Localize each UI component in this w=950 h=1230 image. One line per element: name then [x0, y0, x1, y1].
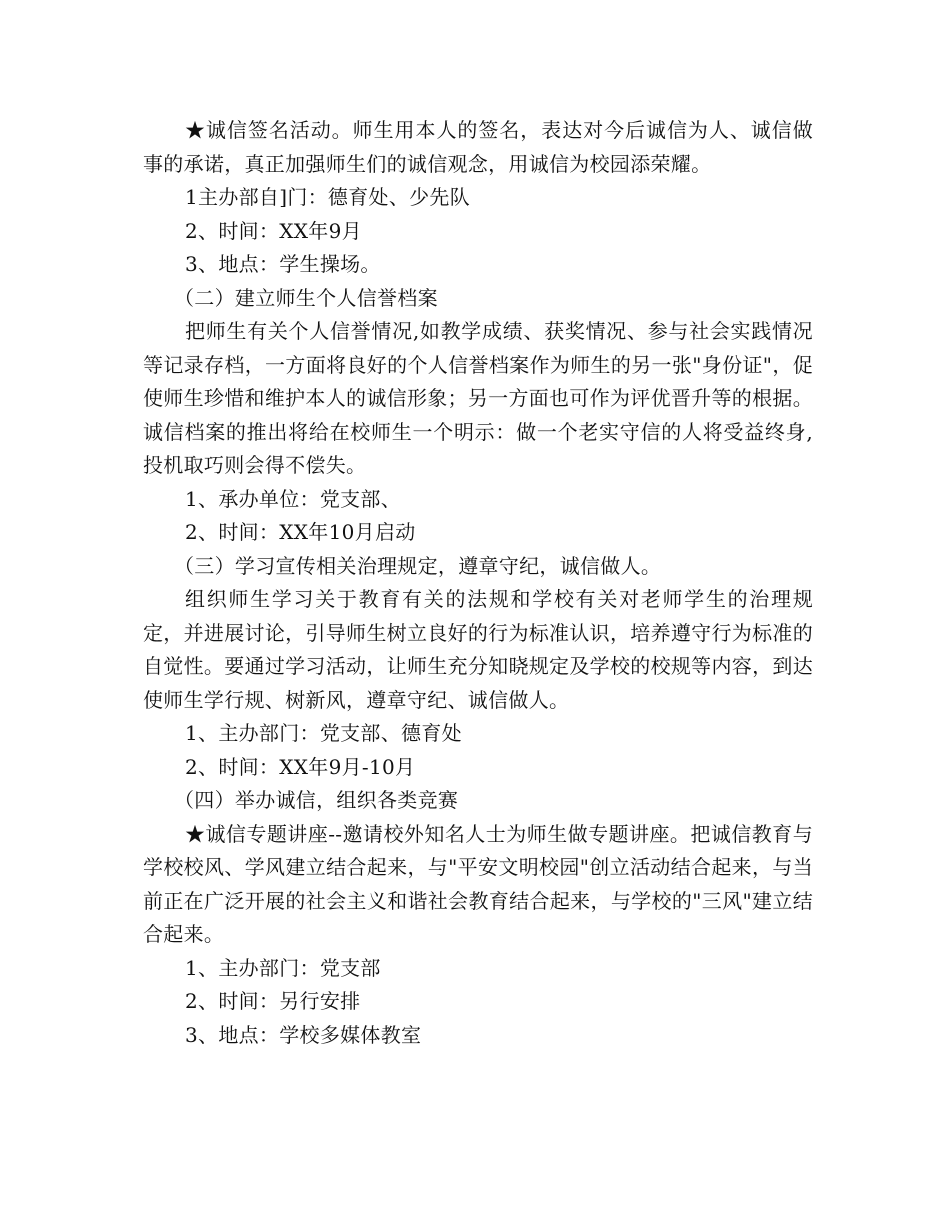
paragraph-credit-archive: 把师生有关个人信誉情况,如教学成绩、获奖情况、参与社会实践情况等记录存档，一方面将良好的个人信誉档案作为师生的另一张"身份证"，促使师生珍惜和维护本人的诚信形象；另一方面也可作为评优晋升等的根据。诚信档案的推出将给在校师生一个明示：做一个老实守信的人将受益终身,投机取巧则会得不偿失。 — [143, 319, 813, 477]
section-heading-4: （四）举办诚信，组织各类竞赛 — [174, 788, 459, 812]
item-location: 3、地点：学校多媒体教室 — [185, 1022, 422, 1047]
item-organizer: 1、主办部门：党支部 — [185, 955, 381, 980]
item-location: 3、地点：学生操场。 — [185, 252, 381, 276]
item-time: 2、时间：另行安排 — [185, 989, 361, 1013]
item-organizer: 1主办部自]门：德育处、少先队 — [185, 185, 471, 209]
section-heading-2: （二）建立师生个人信誉档案 — [174, 285, 438, 310]
item-time: 2、时间：XX年10月启动 — [185, 520, 416, 544]
document-body — [143, 114, 813, 1052]
item-organizer: 1、主办部门：党支部、德育处 — [185, 721, 462, 745]
item-time: 2、时间：XX年9月-10月 — [185, 754, 416, 779]
paragraph-regulations: 组织师生学习关于教育有关的法规和学校有关对老师学生的治理规定，并进展讨论，引导师生树立良好的行为标准认识，培养遵守行为标准的自觉性。要通过学习活动，让师生充分知晓规定及学校的校规等内容，到达使师生学行规、树新风，遵章守纪、诚信做人。 — [143, 587, 813, 712]
item-organizer: 1、承办单位：党支部、 — [185, 486, 402, 511]
item-time: 2、时间：XX年9月 — [185, 218, 362, 243]
paragraph-signature-activity: ★诚信签名活动。师生用本人的签名，表达对今后诚信为人、诚信做事的承诺，真正加强师生们的诚信观念，用诚信为校园添荣耀。 — [143, 118, 813, 176]
paragraph-lecture: ★诚信专题讲座--邀请校外知名人士为师生做专题讲座。把诚信教育与学校校风、学风建立结合起来，与"平安文明校园"创立活动结合起来，与当前正在广泛开展的社会主义和谐社会教育结合起来，与学校的"三风"建立结合起来。 — [143, 821, 813, 946]
section-heading-3: （三）学习宣传相关治理规定，遵章守纪，诚信做人。 — [174, 553, 662, 578]
